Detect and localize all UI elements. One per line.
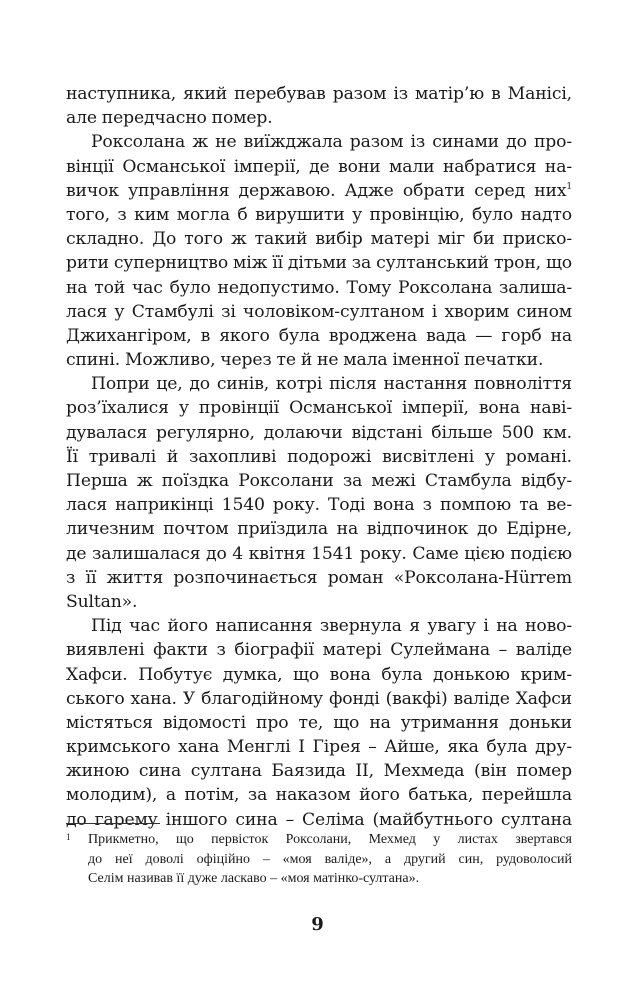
- body-text: [66, 82, 572, 832]
- text-line: виявлені факти з біографії матері Сулеймана – валіде: [66, 640, 572, 661]
- text-line: рити суперництво між її дітьми за султанський трон, що: [66, 253, 572, 274]
- text-line: Під час його написання звернула я увагу і на ново-: [91, 616, 572, 637]
- text-line: Джихангіром, в якого була вроджена вада — горб на: [66, 325, 572, 346]
- text-line: але передчасно помер.: [66, 108, 273, 129]
- text-line: до гарему іншого сина – Селіма (майбутнього султана: [66, 809, 572, 830]
- text-line: кримського хана Менглі I Гірея – Айше, яка була дру-: [66, 737, 572, 758]
- text-line: з її життя розпочинається роман «Роксолана-Hürrem: [66, 567, 572, 588]
- footnote-mark: 1: [66, 832, 71, 842]
- text-line: роз’їхалися у провінції Османської імперії, вона наві-: [66, 398, 572, 419]
- text-line: Sultan».: [66, 591, 138, 612]
- text-line: того, з ким могла б вирушити у провінцію, було надто: [66, 204, 572, 225]
- text-line: Перша ж поїздка Роксолани за межі Стамбула відбу-: [66, 471, 572, 491]
- footnote-line: Селім називав її дуже ласкаво – «моя матінко-султана».: [88, 871, 420, 886]
- text-line: молодим), а потім, за наказом його батька, перейшла: [66, 785, 572, 806]
- text-line: містяться відомості про те, що на утримання доньки: [66, 712, 572, 733]
- text-line: лася наприкінці 1540 року. Тоді вона з помпою та ве-: [66, 495, 572, 516]
- text-line: дувалася регулярно, долаючи відстані більше 500 км.: [66, 422, 572, 443]
- footnote-line: Прикметно, що первісток Роксолани, Мехмед у листах звертався: [88, 832, 572, 847]
- text-line: наступника, який перебував разом із матір’ю в Манісі,: [66, 84, 572, 104]
- text-line: жиною сина султана Баязида II, Мехмеда (він помер: [66, 761, 572, 782]
- text-line: Роксолана ж не виїжджала разом із синами до про-: [91, 132, 572, 153]
- page-number: 9: [311, 914, 324, 935]
- footnote-line: до неї доволі офіційно – «моя валіде», а другий син, рудоволосий: [88, 851, 572, 867]
- text-line: Її тривалі й захопливі подорожі висвітлені у романі.: [66, 446, 572, 467]
- footnote: [66, 830, 572, 889]
- footnote-reference: 1: [566, 181, 572, 192]
- footnote-divider: [66, 823, 160, 824]
- text-line: личезним почтом приїздила на відпочинок до Едірне,: [66, 519, 572, 540]
- text-line: вінції Османської імперії, де вони мали набратися на-: [66, 156, 572, 177]
- text-line: спині. Можливо, через те й не мала іменної печатки.: [66, 350, 544, 371]
- text-line: Хафси. Побутує думка, що вона була донькою крим-: [66, 664, 572, 685]
- text-line: ського хана. У благодійному фонді (вакфі) валіде Хафси: [66, 688, 572, 709]
- text-line: на той час було недопустимо. Тому Роксолана залиша-: [66, 277, 572, 298]
- text-line: лася у Стамбулі зі чоловіком-султаном і хворим сином: [66, 301, 572, 322]
- text-line-content: вичок управління державою. Адже обрати серед них: [66, 180, 567, 201]
- text-line: де залишалася до 4 квітня 1541 року. Саме цією подією: [66, 543, 572, 564]
- text-line: [66, 179, 572, 203]
- text-line: складно. До того ж такий вибір матері міг би прискo-: [66, 229, 572, 250]
- text-line: Попри це, до синів, котрі після настання повноліття: [91, 374, 572, 395]
